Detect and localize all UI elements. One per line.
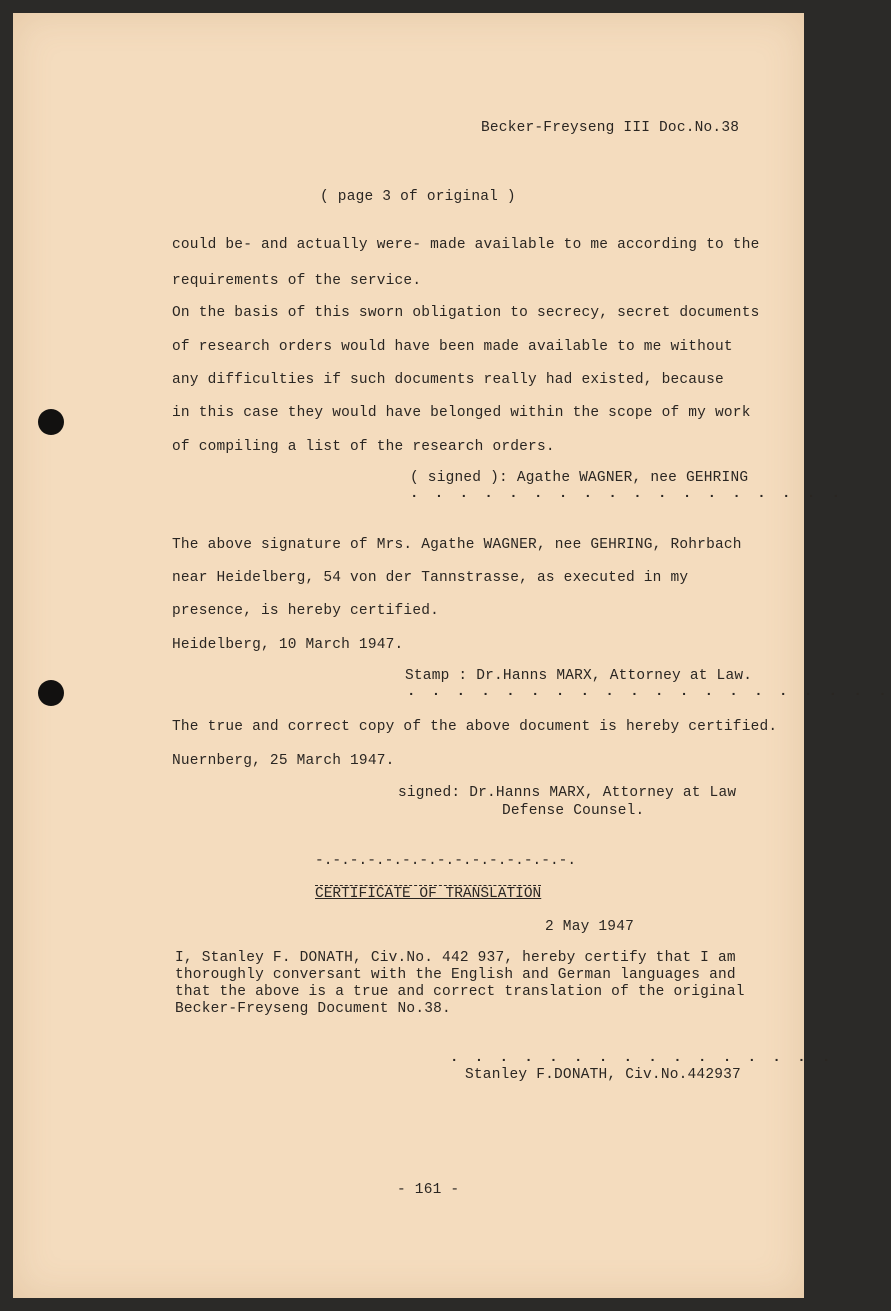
stamp-line: Stamp : Dr.Hanns MARX, Attorney at Law. bbox=[405, 668, 753, 684]
copy-certification-line: The true and correct copy of the above document is hereby certified. bbox=[172, 719, 778, 735]
body-line: On the basis of this sworn obligation to secrecy, secret documents bbox=[172, 305, 760, 321]
certificate-line: thoroughly conversant with the English and German languages and bbox=[175, 967, 736, 983]
certificate-date: 2 May 1947 bbox=[545, 919, 635, 935]
body-line: any difficulties if such documents really had existed, because bbox=[172, 372, 724, 388]
dot-leader: . . . . . . . . . . . . . . . . . . . . bbox=[407, 684, 891, 700]
body-line: of research orders would have been made available to me without bbox=[172, 339, 733, 355]
certification-line: The above signature of Mrs. Agathe WAGNER, nee GEHRING, Rohrbach bbox=[172, 537, 742, 553]
body-line: could be- and actually were- made available to me according to the bbox=[172, 237, 760, 253]
certificate-line: Becker-Freyseng Document No.38. bbox=[175, 1001, 451, 1017]
certificate-line: I, Stanley F. DONATH, Civ.No. 442 937, hereby certify that I am bbox=[175, 950, 736, 966]
separator-line: -.-.-.-.-.-.-.-.-.-.-.-.-.-.-. bbox=[315, 853, 577, 869]
body-line: in this case they would have belonged within the scope of my work bbox=[172, 405, 751, 421]
certification-line: near Heidelberg, 54 von der Tannstrasse, as executed in my bbox=[172, 570, 689, 586]
signed-counsel-title: Defense Counsel. bbox=[502, 803, 645, 819]
body-line: of compiling a list of the research orders. bbox=[172, 439, 555, 455]
translator-signature: Stanley F.DONATH, Civ.No.442937 bbox=[465, 1067, 741, 1083]
punch-hole-top bbox=[38, 409, 64, 435]
certification-line: presence, is hereby certified. bbox=[172, 603, 440, 619]
dot-leader: . . . . . . . . . . . . . . . . bbox=[450, 1050, 835, 1066]
certification-line: Heidelberg, 10 March 1947. bbox=[172, 637, 404, 653]
page-number: - 161 - bbox=[397, 1182, 460, 1198]
body-line: requirements of the service. bbox=[172, 273, 422, 289]
punch-hole-bottom bbox=[38, 680, 64, 706]
certificate-line: that the above is a true and correct translation of the original bbox=[175, 984, 745, 1000]
page-marker: ( page 3 of original ) bbox=[320, 189, 516, 205]
signed-counsel-line: signed: Dr.Hanns MARX, Attorney at Law bbox=[398, 785, 737, 801]
signed-line: ( signed ): Agathe WAGNER, nee GEHRING bbox=[410, 470, 749, 486]
document-reference: Becker-Freyseng III Doc.No.38 bbox=[481, 120, 740, 136]
dot-leader: . . . . . . . . . . . . . . . . . . bbox=[410, 486, 845, 502]
certificate-title: CERTIFICATE OF TRANSLATION bbox=[315, 886, 542, 902]
copy-certification-line: Nuernberg, 25 March 1947. bbox=[172, 753, 395, 769]
